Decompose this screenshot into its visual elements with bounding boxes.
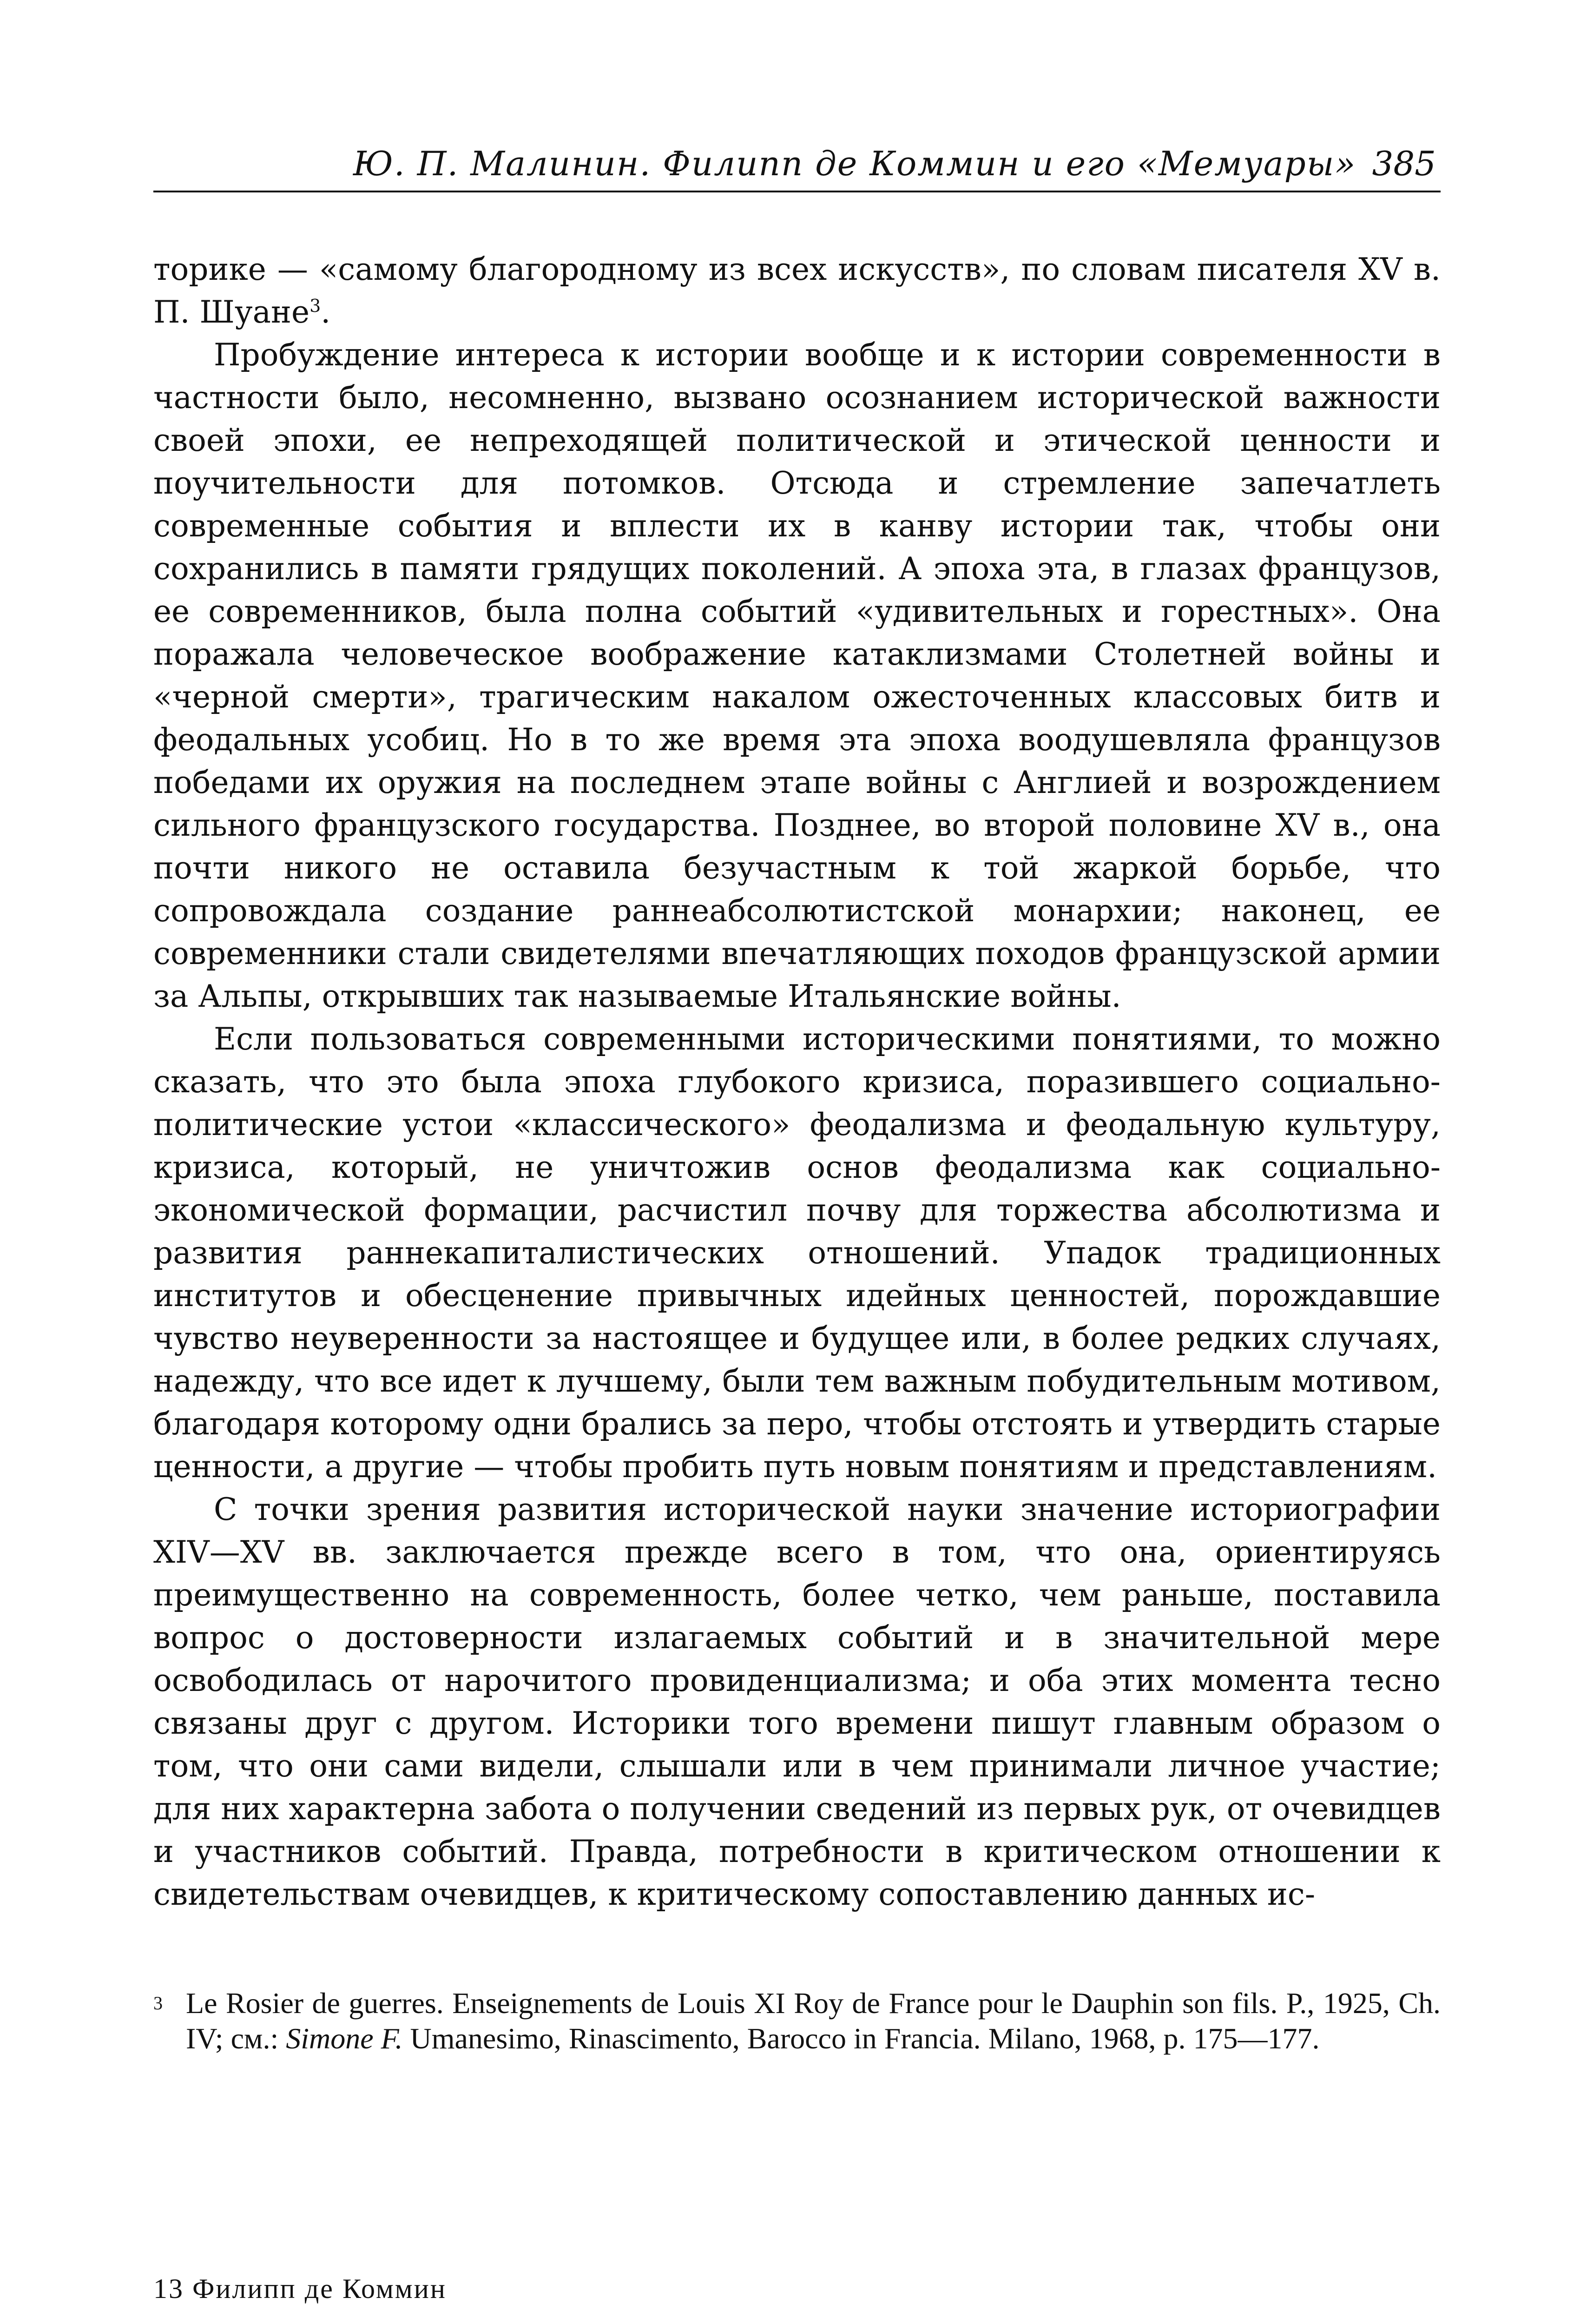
page-number: 385 [1372, 144, 1436, 183]
running-header [153, 135, 1441, 192]
paragraph-1: торике — «самому благородному из всех искусств», по словам писателя XV в. П. Шуане$^3$. [153, 251, 1441, 330]
paragraph-2: Пробуждение интереса к истории вообще и к истории современности в частности было, несомненно, вызвано осознанием исторической важности своей эпохи, ее непреходящей политической и этической ценности и поучительности для потомков. Отсюда и стремление запечатлеть современные события и вплести их в канву истории так, чтобы они сохранились в памяти грядущих поколений. А эпоха эта, в глазах французов, ее современников, была полна событий «удивительных и горестных». Она поражала человеческое воображение катаклизмами Столетней войны и «черной смерти», трагическим накалом ожесточенных классовых битв и феодальных усобиц. Но в то же время эта эпоха воодушевляла французов победами их оружия на последнем этапе войны с Англией и возрождением сильного французского государства. Позднее, во второй половине XV в., она почти никого не оставила безучастным к той жаркой борьбе, что сопровождала создание раннеабсолютистской монархии; наконец, ее современники стали свидетелями впечатляющих походов французской армии за Альпы, открывших так называемые Итальянские войны. [153, 337, 1441, 1014]
footnote-3: 3 Le Rosier de guerres. Enseignements de Louis XI Roy de France pour le Dauphin son fils. P., 1925, Ch. IV; см.: Simone F. Umanesimo, Rinascimento, Barocco in Francia. Milano, 1968, p. 175—177. [153, 1987, 1441, 2055]
paragraph-4: С точки зрения развития исторической науки значение историографии XIV—XV вв. заключается прежде всего в том, что она, ориентируясь преимущественно на современность, более четко, чем раньше, поставила вопрос о достоверности излагаемых событий и в значительной мере освободилась от нарочитого провиденциализма; и оба этих момента тесно связаны друг с другом. Историки того времени пишут главным образом о том, что они сами видели, слышали или в чем принимали личное участие; для них характерна забота о получении сведений из первых рук, от очевидцев и участников событий. Правда, потребности в критическом отношении к свидетельствам очевидцев, к критическому сопоставлению данных ис- [153, 1492, 1441, 1912]
page [153, 135, 1441, 2056]
footnote-mark: 3 [153, 1993, 163, 2014]
body-text [153, 248, 1441, 1916]
running-title: Ю. П. Малинин. Филипп де Коммин и его «Мемуары» [353, 144, 1356, 183]
paragraph-3: Если пользоваться современными историческими понятиями, то можно сказать, что это была эпоха глубокого кризиса, поразившего социально-политические устои «классического» феодализма и феодальную культуру, кризиса, который, не уничтожив основ феодализма как социально-экономической формации, расчистил почву для торжества абсолютизма и развития раннекапиталистических отношений. Упадок традиционных институтов и обесценение привычных идейных ценностей, порождавшие чувство неуверенности за настоящее и будущее или, в более редких случаях, надежду, что все идет к лучшему, были тем важным побудительным мотивом, благодаря которому одни брались за перо, чтобы отстоять и утвердить старые ценности, а другие — чтобы пробить путь новым понятиям и представлениям. [153, 1021, 1441, 1485]
footnote-author: Simone F. [286, 2022, 403, 2055]
printer-signature: 13 Филипп де Коммин [153, 2273, 447, 2304]
footnotes [153, 1986, 1441, 2056]
footnote-reference: 3 [309, 296, 321, 316]
